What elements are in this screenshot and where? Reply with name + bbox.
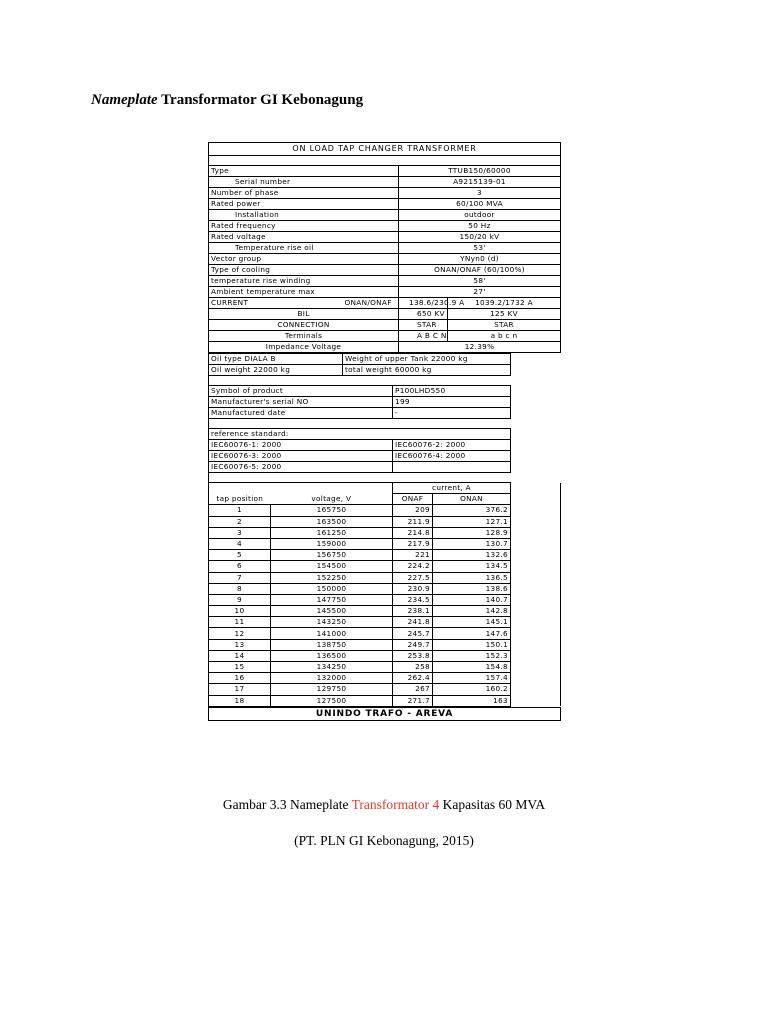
page-heading xyxy=(91,92,363,109)
nameplate-table xyxy=(208,142,561,721)
tap-position: 11 xyxy=(209,617,271,628)
caption-prefix: Gambar 3.3 Nameplate xyxy=(222,797,352,812)
spec-value: TTUB150/60000 xyxy=(399,166,561,177)
tap-voltage: 143250 xyxy=(271,617,393,628)
tap-header-blank xyxy=(209,483,393,505)
tap-onan: 145.1 xyxy=(433,617,511,628)
tap-onan: 376.2 xyxy=(433,505,511,516)
spec-value: 53' xyxy=(399,243,561,254)
tap-onan: 163 xyxy=(433,695,511,706)
tap-row xyxy=(209,606,561,617)
tap-row xyxy=(209,684,561,695)
tap-onaf: 267 xyxy=(393,684,433,695)
tap-onan: 154.8 xyxy=(433,662,511,673)
tap-voltage: 161250 xyxy=(271,527,393,538)
tap-table xyxy=(208,482,561,707)
reference-table xyxy=(208,428,561,473)
tap-position: 9 xyxy=(209,594,271,605)
tap-onaf: 245.7 xyxy=(393,628,433,639)
spec-value: 150/20 kV xyxy=(399,232,561,243)
tap-onan: 150.1 xyxy=(433,639,511,650)
tap-row xyxy=(209,650,561,661)
tap-position: 5 xyxy=(209,550,271,561)
tap-voltage: 156750 xyxy=(271,550,393,561)
reference-right xyxy=(393,462,511,473)
reference-left: IEC60076-3: 2000 xyxy=(209,451,393,462)
product-row xyxy=(209,408,561,419)
tap-row xyxy=(209,673,561,684)
caption-highlight: Transformator 4 xyxy=(351,797,440,812)
product-row xyxy=(209,386,561,397)
spec-row xyxy=(209,287,561,298)
current-mode: ONAN/ONAF xyxy=(343,298,399,309)
spec-value: ONAN/ONAF (60/100%) xyxy=(399,265,561,276)
tap-onan: 160.2 xyxy=(433,684,511,695)
spec-row xyxy=(209,188,561,199)
bil-hv: 650 KV xyxy=(399,309,448,320)
tap-row xyxy=(209,516,561,527)
tap-position: 7 xyxy=(209,572,271,583)
spec-label: Ambient temperature max xyxy=(209,287,399,298)
tap-onan: 157.4 xyxy=(433,673,511,684)
tap-position: 15 xyxy=(209,662,271,673)
oil-row xyxy=(209,365,561,376)
tap-voltage: 147750 xyxy=(271,594,393,605)
tap-voltage: 152250 xyxy=(271,572,393,583)
footer-table xyxy=(208,707,561,721)
heading-title: Transformator GI Kebonagung xyxy=(161,92,364,108)
terminals-hv: A B C N xyxy=(399,331,448,342)
connection-label: CONNECTION xyxy=(209,320,399,331)
product-value: - xyxy=(393,408,511,419)
manufacturer-footer: UNINDO TRAFO - AREVA xyxy=(209,707,561,720)
spacer xyxy=(208,419,561,428)
tap-onaf: 253.8 xyxy=(393,650,433,661)
tap-row xyxy=(209,505,561,516)
tap-row xyxy=(209,628,561,639)
product-label: Manufacturer's serial NO xyxy=(209,397,393,408)
terminals-row xyxy=(209,331,561,342)
oil-empty xyxy=(511,365,561,376)
spec-value: 50 Hz xyxy=(399,221,561,232)
current-lv: 1039.2/1732 A xyxy=(448,298,561,309)
spacer xyxy=(208,473,561,482)
tap-row xyxy=(209,695,561,706)
tap-voltage: 127500 xyxy=(271,695,393,706)
spec-value: A9215139-01 xyxy=(399,177,561,188)
spacer xyxy=(208,376,561,385)
product-empty xyxy=(511,397,561,408)
figure-source: (PT. PLN GI Kebonagung, 2015) xyxy=(294,833,474,848)
tap-position: 8 xyxy=(209,583,271,594)
spec-label: Rated voltage xyxy=(209,232,399,243)
heading-italic: Nameplate xyxy=(91,92,158,108)
spec-label: Rated power xyxy=(209,199,399,210)
connection-row xyxy=(209,320,561,331)
spec-label: Type of cooling xyxy=(209,265,399,276)
reference-left: IEC60076-5: 2000 xyxy=(209,462,393,473)
spec-value: outdoor xyxy=(399,210,561,221)
tap-voltage: 150000 xyxy=(271,583,393,594)
reference-row xyxy=(209,440,561,451)
tap-row xyxy=(209,550,561,561)
tap-voltage: 159000 xyxy=(271,538,393,549)
reference-right: IEC60076-4: 2000 xyxy=(393,451,511,462)
tap-position: 12 xyxy=(209,628,271,639)
tap-header-row-1 xyxy=(209,483,561,494)
tap-onaf: 221 xyxy=(393,550,433,561)
tap-position: 4 xyxy=(209,538,271,549)
bil-row xyxy=(209,309,561,320)
tap-voltage: 132000 xyxy=(271,673,393,684)
figure-caption xyxy=(0,797,768,813)
tap-onaf: 211.9 xyxy=(393,516,433,527)
nameplate-title: ON LOAD TAP CHANGER TRANSFORMER xyxy=(209,143,561,156)
product-label: Manufactured date xyxy=(209,408,393,419)
spec-row xyxy=(209,199,561,210)
tap-row xyxy=(209,594,561,605)
tap-onaf: 217.9 xyxy=(393,538,433,549)
current-hv: 138.6/230.9 A xyxy=(399,298,448,309)
tap-onaf: 224.2 xyxy=(393,561,433,572)
tap-row xyxy=(209,538,561,549)
tap-onaf: 258 xyxy=(393,662,433,673)
spec-row xyxy=(209,265,561,276)
tap-onan: 128.9 xyxy=(433,527,511,538)
tap-onaf: 241.8 xyxy=(393,617,433,628)
connection-lv: STAR xyxy=(448,320,561,331)
spec-label: Serial number xyxy=(209,177,399,188)
current-label: CURRENT xyxy=(209,298,343,309)
tap-position: 3 xyxy=(209,527,271,538)
tap-row xyxy=(209,561,561,572)
tap-onan: 147.6 xyxy=(433,628,511,639)
spec-value: 58' xyxy=(399,276,561,287)
product-value: P100LHD550 xyxy=(393,386,511,397)
reference-right: IEC60076-2: 2000 xyxy=(393,440,511,451)
spec-label: Number of phase xyxy=(209,188,399,199)
tap-onan: 127.1 xyxy=(433,516,511,527)
product-row xyxy=(209,397,561,408)
tap-row xyxy=(209,639,561,650)
spec-row xyxy=(209,221,561,232)
reference-row xyxy=(209,462,561,473)
spec-row xyxy=(209,243,561,254)
tap-position: 2 xyxy=(209,516,271,527)
spec-row xyxy=(209,177,561,188)
reference-empty xyxy=(511,429,561,440)
tap-onan: 138.6 xyxy=(433,583,511,594)
tap-onaf: 227.5 xyxy=(393,572,433,583)
tap-row xyxy=(209,583,561,594)
tap-onan: 136.5 xyxy=(433,572,511,583)
onan-header: ONAN xyxy=(433,494,511,505)
tap-onaf: 234.5 xyxy=(393,594,433,605)
tap-voltage: 134250 xyxy=(271,662,393,673)
tap-onaf: 238.1 xyxy=(393,606,433,617)
tap-position: 6 xyxy=(209,561,271,572)
spec-value: YNyn0 (d) xyxy=(399,254,561,265)
tap-voltage: 163500 xyxy=(271,516,393,527)
tap-onan: 134.5 xyxy=(433,561,511,572)
tap-voltage: 138750 xyxy=(271,639,393,650)
tap-onan: 152.3 xyxy=(433,650,511,661)
tap-voltage: 129750 xyxy=(271,684,393,695)
reference-row xyxy=(209,451,561,462)
tap-row xyxy=(209,527,561,538)
spec-value: 3 xyxy=(399,188,561,199)
oil-right: total weight 60000 kg xyxy=(343,365,511,376)
tap-voltage: 141000 xyxy=(271,628,393,639)
spec-label: Rated frequency xyxy=(209,221,399,232)
tap-row xyxy=(209,662,561,673)
spec-label: Temperature rise oil xyxy=(209,243,399,254)
tap-onan: 132.6 xyxy=(433,550,511,561)
spec-row xyxy=(209,232,561,243)
spec-label: temperature rise winding xyxy=(209,276,399,287)
product-empty xyxy=(511,408,561,419)
tap-header-labels xyxy=(209,494,392,504)
terminals-lv: a b c n xyxy=(448,331,561,342)
spec-label: Vector group xyxy=(209,254,399,265)
product-label: Symbol of product xyxy=(209,386,393,397)
tap-onan: 142.8 xyxy=(433,606,511,617)
tap-onaf: 262.4 xyxy=(393,673,433,684)
tap-position-header: tap position xyxy=(216,494,264,504)
current-header: current, A xyxy=(393,483,511,494)
caption-suffix: Kapasitas 60 MVA xyxy=(439,797,546,812)
impedance-value: 12.39% xyxy=(399,342,561,353)
spec-value: 60/100 MVA xyxy=(399,199,561,210)
voltage-header: voltage, V xyxy=(311,494,352,504)
product-empty xyxy=(511,386,561,397)
reference-empty xyxy=(511,451,561,462)
tap-position: 1 xyxy=(209,505,271,516)
tap-side xyxy=(511,483,561,707)
spec-row xyxy=(209,166,561,177)
tap-voltage: 136500 xyxy=(271,650,393,661)
reference-left: IEC60076-1: 2000 xyxy=(209,440,393,451)
spec-label: Type xyxy=(209,166,399,177)
tap-position: 16 xyxy=(209,673,271,684)
tap-onaf: 214.8 xyxy=(393,527,433,538)
spec-row xyxy=(209,276,561,287)
tap-voltage: 145500 xyxy=(271,606,393,617)
terminals-label: Terminals xyxy=(209,331,399,342)
impedance-label: Impedance Voltage xyxy=(209,342,399,353)
spec-value: 27' xyxy=(399,287,561,298)
tap-onaf: 249.7 xyxy=(393,639,433,650)
connection-hv: STAR xyxy=(399,320,448,331)
oil-right: Weight of upper Tank 22000 kg xyxy=(343,354,511,365)
current-row xyxy=(209,298,561,309)
tap-position: 13 xyxy=(209,639,271,650)
spacer xyxy=(208,156,561,165)
bil-lv: 125 KV xyxy=(448,309,561,320)
tap-position: 10 xyxy=(209,606,271,617)
onaf-header: ONAF xyxy=(393,494,433,505)
oil-left: Oil type DIALA B xyxy=(209,354,343,365)
oil-left: Oil weight 22000 kg xyxy=(209,365,343,376)
spec-row xyxy=(209,254,561,265)
tap-voltage: 165750 xyxy=(271,505,393,516)
oil-empty xyxy=(511,354,561,365)
oil-row xyxy=(209,354,561,365)
reference-empty xyxy=(511,440,561,451)
spec-row xyxy=(209,210,561,221)
tap-onaf: 230.9 xyxy=(393,583,433,594)
spec-table xyxy=(208,165,561,353)
tap-row xyxy=(209,572,561,583)
nameplate-title-table xyxy=(208,142,561,156)
reference-title: reference standard: xyxy=(209,429,511,440)
tap-voltage: 154500 xyxy=(271,561,393,572)
tap-position: 18 xyxy=(209,695,271,706)
tap-onan: 140.7 xyxy=(433,594,511,605)
oil-table xyxy=(208,353,561,376)
impedance-row xyxy=(209,342,561,353)
tap-onan: 130.7 xyxy=(433,538,511,549)
product-value: 199 xyxy=(393,397,511,408)
tap-row xyxy=(209,617,561,628)
product-table xyxy=(208,385,561,419)
tap-position: 17 xyxy=(209,684,271,695)
tap-onaf: 209 xyxy=(393,505,433,516)
tap-position: 14 xyxy=(209,650,271,661)
reference-title-row xyxy=(209,429,561,440)
bil-label: BIL xyxy=(209,309,399,320)
tap-onaf: 271.7 xyxy=(393,695,433,706)
spec-label: Installation xyxy=(209,210,399,221)
reference-empty xyxy=(511,462,561,473)
